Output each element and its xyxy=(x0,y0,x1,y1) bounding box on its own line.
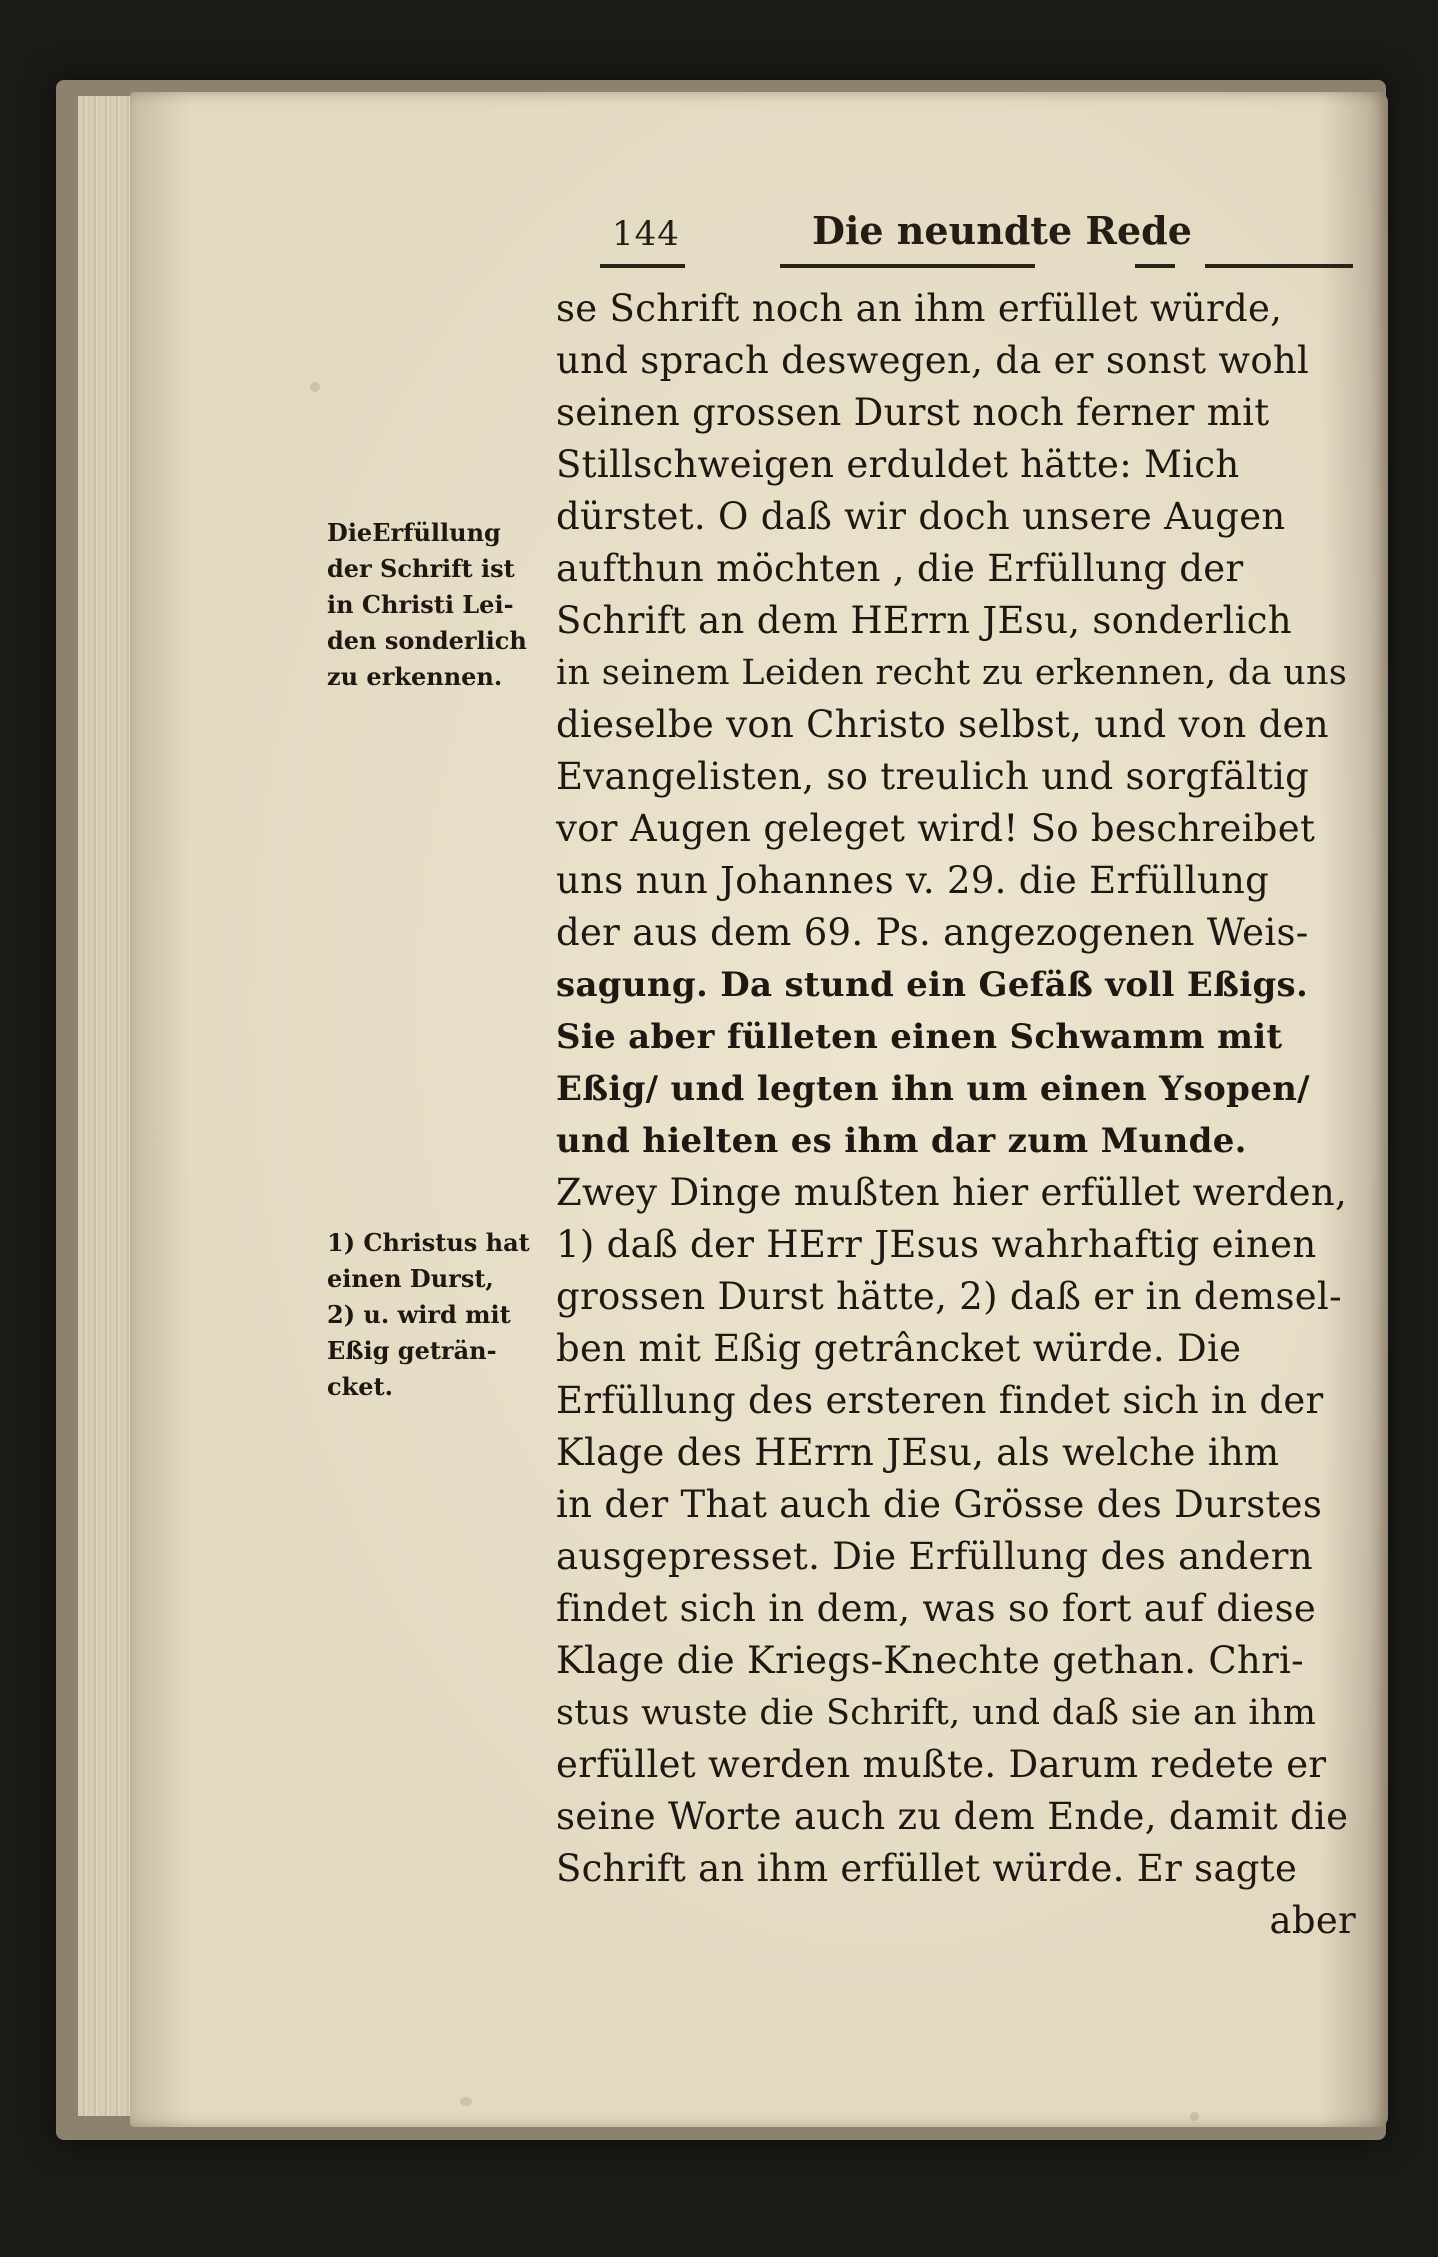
paper-stain xyxy=(1190,2112,1199,2121)
text-line: 1) daß der HErr JEsus wahrhaftig einen xyxy=(556,1223,1317,1266)
margin-note-line: Eßig geträn- xyxy=(327,1336,497,1365)
text-line: findet sich in dem, was so fort auf diese xyxy=(556,1587,1317,1630)
margin-note-line: der Schrift ist xyxy=(327,554,515,583)
margin-note-thirst xyxy=(327,1225,567,1405)
running-title: Die neundte Rede xyxy=(812,208,1192,253)
text-line: aufthun möchten , die Erfüllung der xyxy=(556,547,1244,590)
margin-note-line: den sonderlich xyxy=(327,626,527,655)
text-line: vor Augen geleget wird! So beschreibet xyxy=(556,807,1316,850)
text-line: ben mit Eßig getrâncket würde. Die xyxy=(556,1327,1242,1370)
text-line: der aus dem 69. Ps. angezogenen Weis- xyxy=(556,911,1309,954)
text-line: Sie aber fülleten einen Schwamm mit xyxy=(556,1017,1283,1057)
header-rule xyxy=(1205,264,1353,268)
text-line: stus wuste die Schrift, und daß sie an ihm xyxy=(556,1693,1317,1733)
text-line: und hielten es ihm dar zum Munde. xyxy=(556,1121,1247,1161)
page-number: 144 xyxy=(612,214,680,254)
margin-note-line: cket. xyxy=(327,1372,393,1401)
text-line: dieselbe von Christo selbst, und von den xyxy=(556,703,1329,746)
text-line: Stillschweigen erduldet hätte: Mich xyxy=(556,443,1240,486)
text-line: seinen grossen Durst noch ferner mit xyxy=(556,391,1270,434)
text-line: uns nun Johannes v. 29. die Erfüllung xyxy=(556,859,1270,902)
text-line: Zwey Dinge mußten hier erfüllet werden, xyxy=(556,1171,1348,1214)
text-line: grossen Durst hätte, 2) daß er in demsel- xyxy=(556,1275,1342,1318)
text-line: Schrift an dem HErrn JEsu, sonderlich xyxy=(556,599,1292,642)
text-line: sagung. Da stund ein Gefäß voll Eßigs. xyxy=(556,965,1309,1005)
margin-note-line: einen Durst, xyxy=(327,1264,494,1293)
margin-note-line: zu erkennen. xyxy=(327,662,503,691)
text-line: Eßig/ und legten ihn um einen Ysopen/ xyxy=(556,1069,1310,1109)
text-line: dürstet. O daß wir doch unsere Augen xyxy=(556,495,1286,538)
catchword: aber xyxy=(1269,1899,1356,1942)
margin-note-line: 2) u. wird mit xyxy=(327,1300,511,1329)
text-line: se Schrift noch an ihm erfüllet würde, xyxy=(556,287,1283,330)
margin-note-line: in Christi Lei- xyxy=(327,590,514,619)
paper-stain xyxy=(310,382,320,392)
header-rule xyxy=(780,264,1035,268)
text-line: Schrift an ihm erfüllet würde. Er sagte xyxy=(556,1847,1298,1890)
margin-note-line: 1) Christus hat xyxy=(327,1228,530,1257)
text-line: und sprach deswegen, da er sonst wohl xyxy=(556,339,1310,382)
text-line: in seinem Leiden recht zu erkennen, da uns xyxy=(556,653,1348,693)
header-rule xyxy=(1135,264,1175,268)
paper-stain xyxy=(460,2097,472,2106)
text-line: ausgepresset. Die Erfüllung des andern xyxy=(556,1535,1313,1578)
text-line: in der That auch die Grösse des Durstes xyxy=(556,1483,1323,1526)
margin-note-line: DieErfüllung xyxy=(327,518,501,547)
text-line: seine Worte auch zu dem Ende, damit die xyxy=(556,1795,1349,1838)
text-line: Klage die Kriegs-Knechte gethan. Chri- xyxy=(556,1639,1304,1682)
text-line: erfüllet werden mußte. Darum redete er xyxy=(556,1743,1327,1786)
header-rule xyxy=(600,264,685,268)
text-line: Erfüllung des ersteren findet sich in der xyxy=(556,1379,1324,1422)
text-line: Klage des HErrn JEsu, als welche ihm xyxy=(556,1431,1280,1474)
text-line: Evangelisten, so treulich und sorgfältig xyxy=(556,755,1310,798)
margin-note-fulfillment xyxy=(327,515,567,695)
